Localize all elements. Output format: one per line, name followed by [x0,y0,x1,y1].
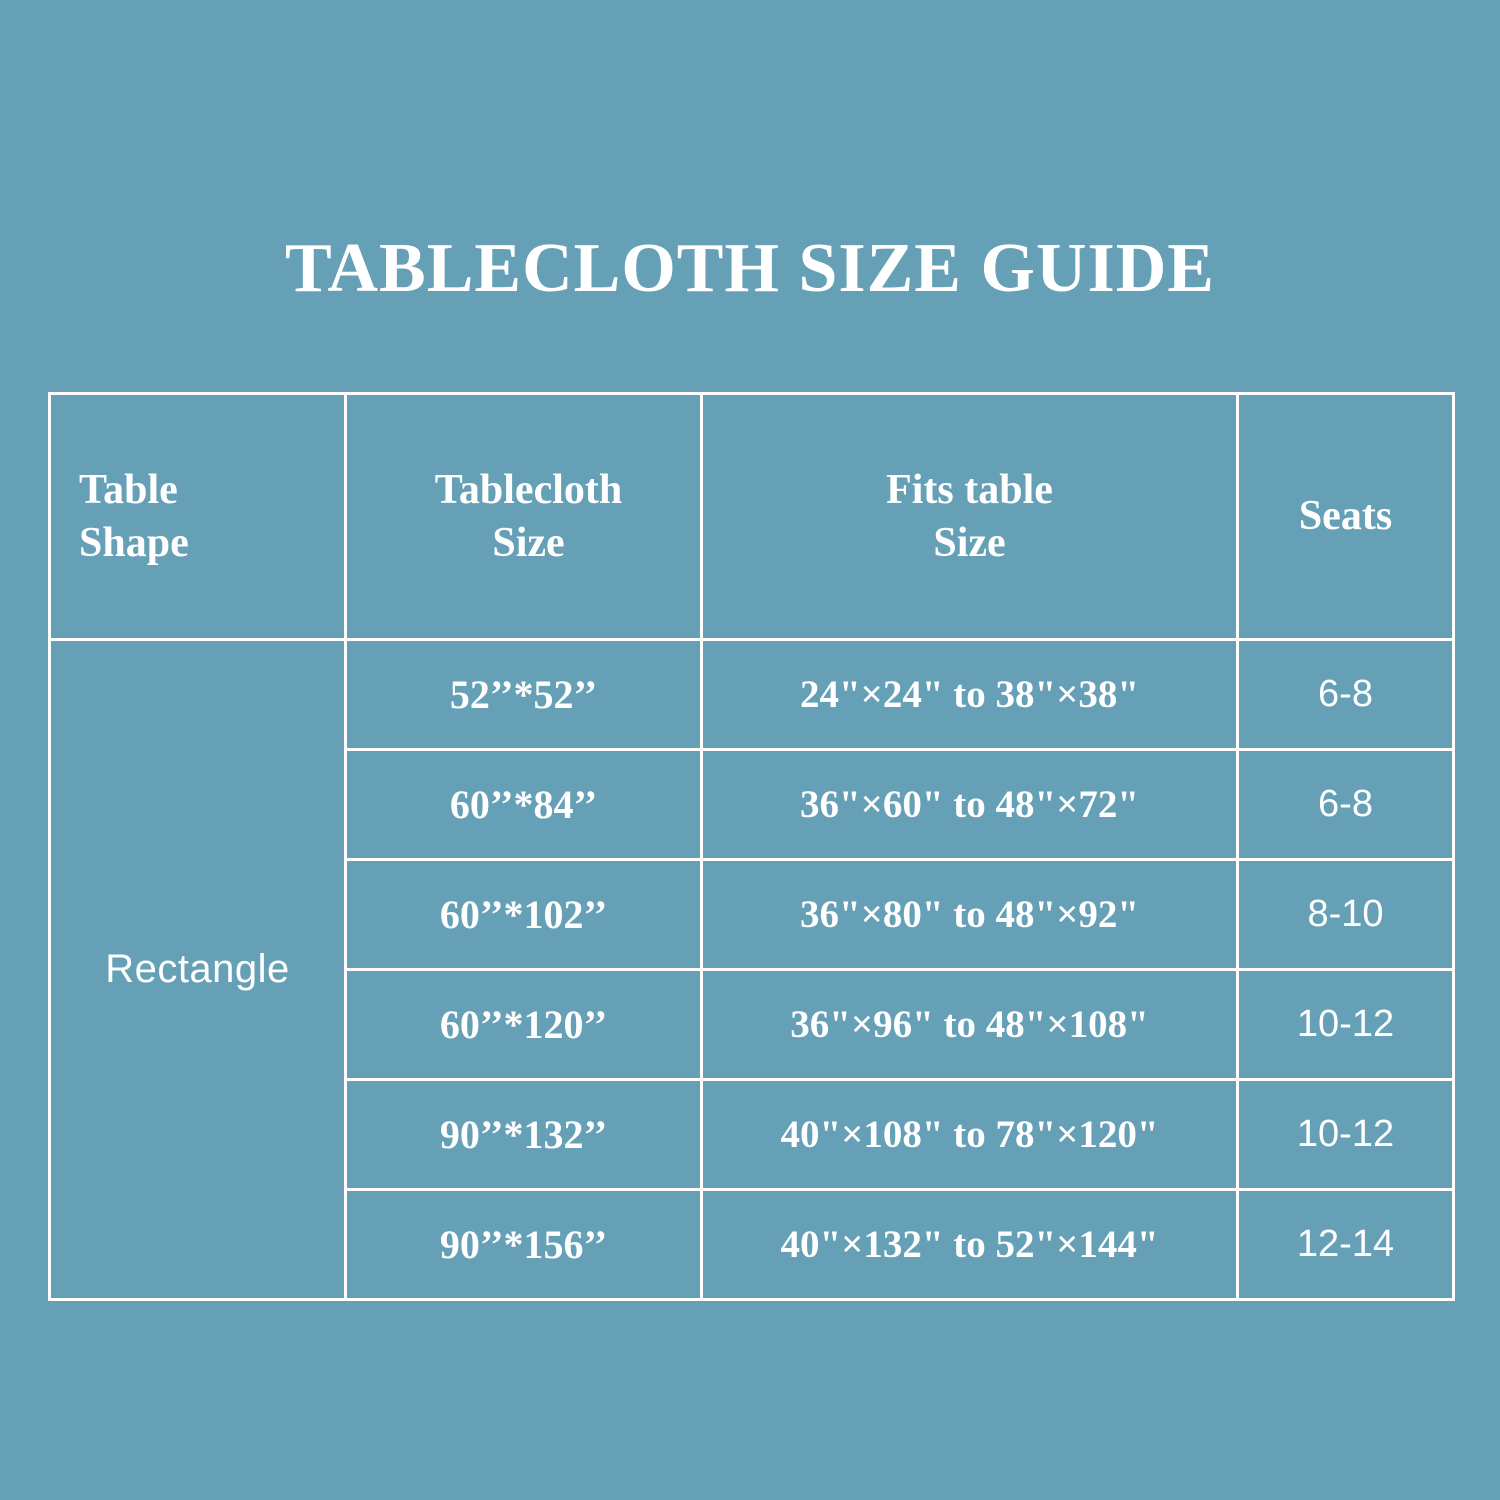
column-header-table-shape-line2: Shape [79,519,189,566]
cell-seats: 6-8 [1238,750,1454,860]
cell-tablecloth-size: 52’’*52’’ [346,640,702,750]
cell-fits-table-size: 36"×60" to 48"×72" [702,750,1238,860]
cell-seats: 6-8 [1238,640,1454,750]
size-guide-table [48,392,1455,1301]
column-header-fits-table-size [702,394,1238,640]
cell-fits-table-size: 40"×108" to 78"×120" [702,1080,1238,1190]
table-header-row [50,394,1454,640]
cell-tablecloth-size: 60’’*102’’ [346,860,702,970]
column-header-tablecloth-size-line1: Tablecloth [434,467,623,513]
column-header-table-shape [50,394,346,640]
cell-tablecloth-size: 90’’*156’’ [346,1190,702,1300]
cell-seats: 12-14 [1238,1190,1454,1300]
cell-seats: 10-12 [1238,970,1454,1080]
cell-table-shape: Rectangle [50,640,346,1300]
size-guide-table-container [48,392,1452,1301]
table-row [50,640,1454,750]
column-header-seats [1238,394,1454,640]
cell-tablecloth-size: 60’’*120’’ [346,970,702,1080]
column-header-tablecloth-size-line2: Size [492,519,565,566]
cell-seats: 8-10 [1238,860,1454,970]
cell-fits-table-size: 36"×96" to 48"×108" [702,970,1238,1080]
page-title [0,232,1500,306]
cell-fits-table-size: 24"×24" to 38"×38" [702,640,1238,750]
column-header-tablecloth-size [346,394,702,640]
column-header-seats-label: Seats [1298,493,1393,540]
column-header-fits-table-size-line2: Size [933,519,1006,566]
cell-fits-table-size: 40"×132" to 52"×144" [702,1190,1238,1300]
page-title-text: TABLECLOTH SIZE GUIDE [285,230,1215,307]
column-header-table-shape-line1: Table [79,467,178,513]
cell-fits-table-size: 36"×80" to 48"×92" [702,860,1238,970]
cell-tablecloth-size: 90’’*132’’ [346,1080,702,1190]
cell-tablecloth-size: 60’’*84’’ [346,750,702,860]
cell-seats: 10-12 [1238,1080,1454,1190]
column-header-fits-table-size-line1: Fits table [886,467,1053,513]
